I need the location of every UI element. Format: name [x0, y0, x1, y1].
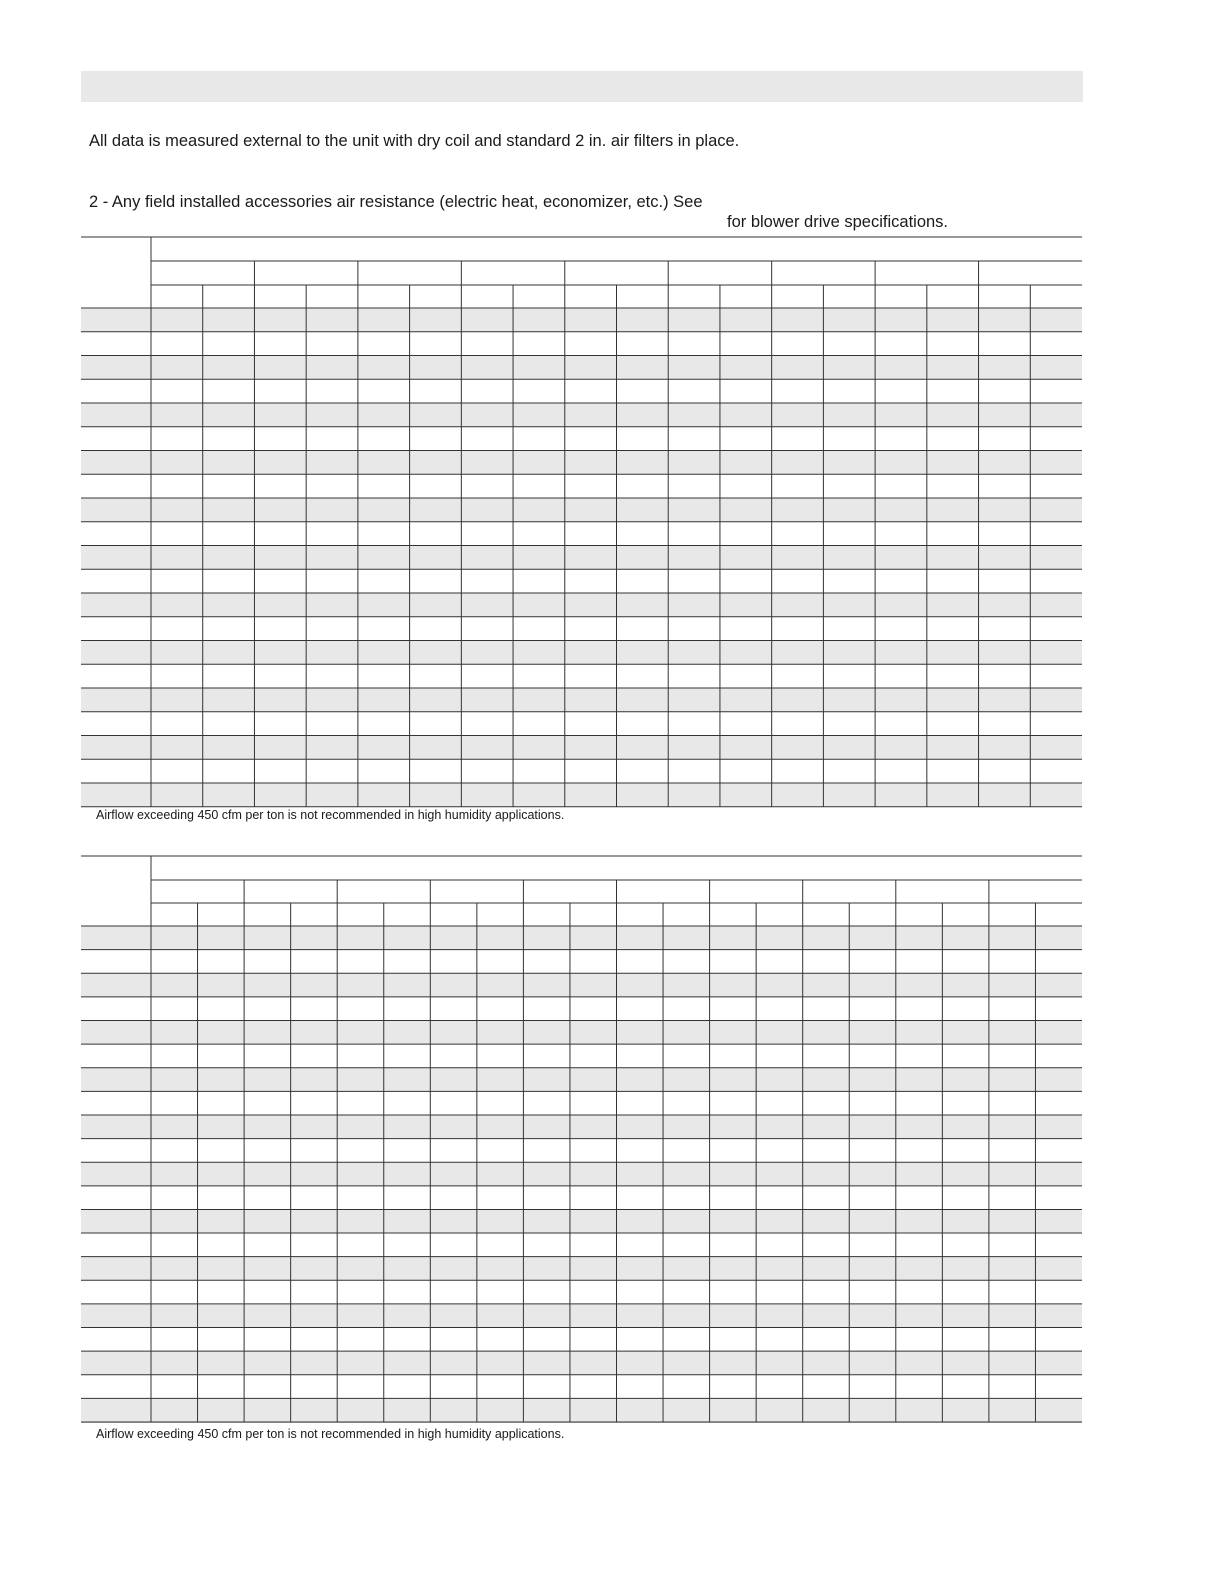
lower-table-shaded-row: [81, 1115, 1082, 1139]
upper-table-shaded-row: [81, 546, 1082, 570]
upper-table-shaded-row: [81, 498, 1082, 522]
upper-table-shaded-row: [81, 593, 1082, 617]
upper-table-shaded-row: [81, 736, 1082, 760]
upper-table-shaded-row: [81, 451, 1082, 475]
lower-table-shaded-row: [81, 1257, 1082, 1281]
lower-table-shaded-row: [81, 1068, 1082, 1092]
lower-table-shaded-row: [81, 1020, 1082, 1044]
accessories-note: 2 - Any field installed accessories air resistance (electric heat, economizer, etc.) See: [89, 193, 703, 211]
lower-table-shaded-row: [81, 926, 1082, 950]
upper-table-shaded-row: [81, 403, 1082, 427]
upper-table-shaded-row: [81, 688, 1082, 712]
lower-table-shaded-row: [81, 1209, 1082, 1233]
upper-table-footnote: Airflow exceeding 450 cfm per ton is not recommended in high humidity applications.: [96, 808, 565, 822]
lower-table-shaded-row: [81, 1351, 1082, 1375]
lower-table-shaded-row: [81, 1398, 1082, 1422]
measurement-note: All data is measured external to the unit with dry coil and standard 2 in. air filters in place.: [89, 132, 740, 150]
upper-table-shaded-row: [81, 308, 1082, 332]
lower-table-shaded-row: [81, 1304, 1082, 1328]
lower-table-shaded-row: [81, 1162, 1082, 1186]
upper-table-shaded-row: [81, 641, 1082, 665]
accessories-note-continued: for blower drive specifications.: [727, 213, 949, 231]
lower-table-shaded-row: [81, 973, 1082, 997]
upper-table-shaded-row: [81, 783, 1082, 807]
upper-table-shaded-row: [81, 356, 1082, 380]
lower-table-footnote: Airflow exceeding 450 cfm per ton is not recommended in high humidity applications.: [96, 1427, 565, 1441]
